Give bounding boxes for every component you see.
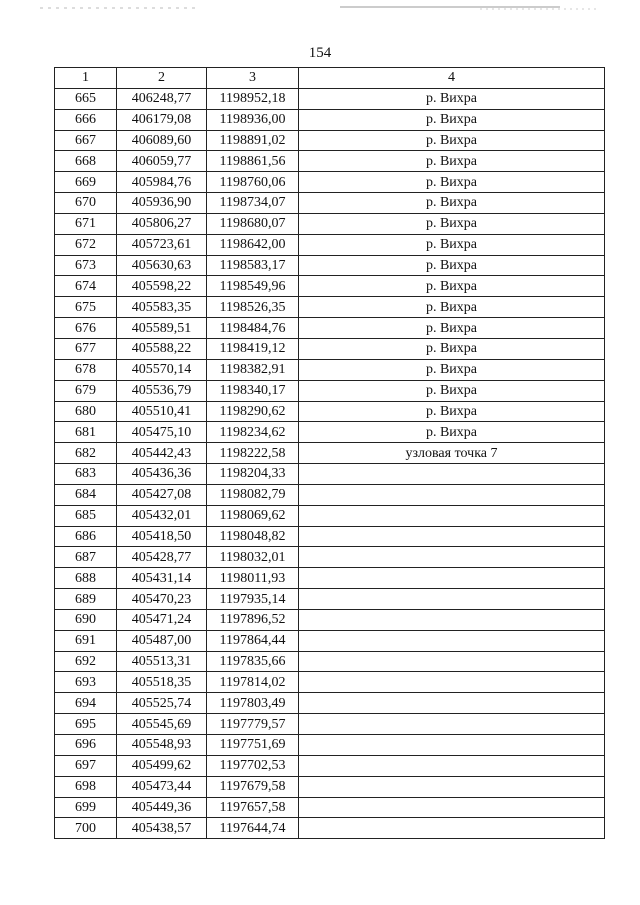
coordinate-y-cell: 1198204,33 [207, 464, 299, 485]
coordinate-y-cell: 1198011,93 [207, 568, 299, 589]
coordinate-x-cell: 405470,23 [117, 589, 207, 610]
point-number-cell: 686 [55, 526, 117, 547]
coordinate-x-cell: 405598,22 [117, 276, 207, 297]
point-number-cell: 687 [55, 547, 117, 568]
coordinate-x-cell: 406179,08 [117, 109, 207, 130]
coordinate-x-cell: 405806,27 [117, 213, 207, 234]
table-row [55, 797, 605, 818]
coordinates-table [54, 67, 605, 839]
coordinate-x-cell: 405545,69 [117, 714, 207, 735]
coordinate-x-cell: 405936,90 [117, 193, 207, 214]
header-col-4: 4 [299, 68, 605, 89]
point-number-cell: 683 [55, 464, 117, 485]
coordinate-y-cell: 1197751,69 [207, 735, 299, 756]
table-row [55, 818, 605, 839]
coordinate-y-cell: 1198526,35 [207, 297, 299, 318]
description-cell [299, 735, 605, 756]
table-row [55, 276, 605, 297]
description-cell: р. Вихра [299, 338, 605, 359]
coordinate-x-cell: 405630,63 [117, 255, 207, 276]
coordinate-y-cell: 1198419,12 [207, 338, 299, 359]
coordinate-y-cell: 1198680,07 [207, 213, 299, 234]
table-row [55, 755, 605, 776]
coordinate-x-cell: 405588,22 [117, 338, 207, 359]
coordinate-y-cell: 1198642,00 [207, 234, 299, 255]
description-cell [299, 464, 605, 485]
table-row [55, 443, 605, 464]
point-number-cell: 695 [55, 714, 117, 735]
table-header [55, 68, 605, 89]
description-cell [299, 505, 605, 526]
table-row [55, 714, 605, 735]
point-number-cell: 677 [55, 338, 117, 359]
description-cell [299, 776, 605, 797]
coordinate-y-cell: 1198340,17 [207, 380, 299, 401]
table-row [55, 609, 605, 630]
coordinate-x-cell: 405536,79 [117, 380, 207, 401]
description-cell [299, 547, 605, 568]
table-body [55, 88, 605, 838]
point-number-cell: 685 [55, 505, 117, 526]
table-row [55, 401, 605, 422]
header-col-3: 3 [207, 68, 299, 89]
coordinate-x-cell: 405518,35 [117, 672, 207, 693]
coordinate-x-cell: 406089,60 [117, 130, 207, 151]
point-number-cell: 675 [55, 297, 117, 318]
table-row [55, 255, 605, 276]
coordinate-y-cell: 1198382,91 [207, 359, 299, 380]
description-cell [299, 484, 605, 505]
table-row [55, 735, 605, 756]
coordinate-y-cell: 1198549,96 [207, 276, 299, 297]
coordinate-x-cell: 405427,08 [117, 484, 207, 505]
coordinate-x-cell: 405723,61 [117, 234, 207, 255]
coordinate-x-cell: 405431,14 [117, 568, 207, 589]
point-number-cell: 689 [55, 589, 117, 610]
coordinate-y-cell: 1197835,66 [207, 651, 299, 672]
point-number-cell: 694 [55, 693, 117, 714]
description-cell [299, 609, 605, 630]
table-row [55, 318, 605, 339]
point-number-cell: 700 [55, 818, 117, 839]
description-cell: р. Вихра [299, 213, 605, 234]
coordinate-y-cell: 1198484,76 [207, 318, 299, 339]
description-cell: р. Вихра [299, 422, 605, 443]
description-cell [299, 630, 605, 651]
table-row [55, 422, 605, 443]
coordinate-x-cell: 405438,57 [117, 818, 207, 839]
coordinate-y-cell: 1197779,57 [207, 714, 299, 735]
table-row [55, 526, 605, 547]
point-number-cell: 673 [55, 255, 117, 276]
coordinate-x-cell: 405471,24 [117, 609, 207, 630]
coordinate-y-cell: 1198069,62 [207, 505, 299, 526]
point-number-cell: 671 [55, 213, 117, 234]
description-cell: р. Вихра [299, 318, 605, 339]
description-cell: р. Вихра [299, 88, 605, 109]
description-cell [299, 672, 605, 693]
coordinate-x-cell: 406248,77 [117, 88, 207, 109]
point-number-cell: 684 [55, 484, 117, 505]
coordinate-y-cell: 1197803,49 [207, 693, 299, 714]
coordinate-x-cell: 405436,36 [117, 464, 207, 485]
table-row [55, 130, 605, 151]
description-cell [299, 755, 605, 776]
coordinate-y-cell: 1197896,52 [207, 609, 299, 630]
coordinate-x-cell: 405428,77 [117, 547, 207, 568]
coordinate-y-cell: 1198936,00 [207, 109, 299, 130]
description-cell [299, 714, 605, 735]
coordinate-x-cell: 405589,51 [117, 318, 207, 339]
coordinate-x-cell: 405442,43 [117, 443, 207, 464]
point-number-cell: 668 [55, 151, 117, 172]
coordinate-y-cell: 1198583,17 [207, 255, 299, 276]
point-number-cell: 666 [55, 109, 117, 130]
header-row [55, 68, 605, 89]
description-cell: р. Вихра [299, 193, 605, 214]
coordinate-y-cell: 1198222,58 [207, 443, 299, 464]
description-cell: р. Вихра [299, 255, 605, 276]
coordinate-x-cell: 405583,35 [117, 297, 207, 318]
table-row [55, 693, 605, 714]
table-row [55, 672, 605, 693]
point-number-cell: 692 [55, 651, 117, 672]
point-number-cell: 676 [55, 318, 117, 339]
page-number: 154 [308, 45, 332, 61]
table-row [55, 464, 605, 485]
coordinate-y-cell: 1198048,82 [207, 526, 299, 547]
table-row [55, 505, 605, 526]
coordinate-y-cell: 1198861,56 [207, 151, 299, 172]
description-cell [299, 526, 605, 547]
point-number-cell: 680 [55, 401, 117, 422]
coordinate-y-cell: 1198082,79 [207, 484, 299, 505]
coordinate-x-cell: 405548,93 [117, 735, 207, 756]
coordinate-y-cell: 1197864,44 [207, 630, 299, 651]
description-cell [299, 693, 605, 714]
point-number-cell: 674 [55, 276, 117, 297]
description-cell: р. Вихра [299, 380, 605, 401]
coordinate-y-cell: 1197657,58 [207, 797, 299, 818]
description-cell: р. Вихра [299, 234, 605, 255]
point-number-cell: 670 [55, 193, 117, 214]
coordinate-y-cell: 1197935,14 [207, 589, 299, 610]
table-row [55, 547, 605, 568]
point-number-cell: 681 [55, 422, 117, 443]
description-cell: р. Вихра [299, 276, 605, 297]
table-row [55, 297, 605, 318]
coordinate-x-cell: 405510,41 [117, 401, 207, 422]
point-number-cell: 690 [55, 609, 117, 630]
table-row [55, 484, 605, 505]
table-row [55, 651, 605, 672]
table-row [55, 213, 605, 234]
table-row [55, 630, 605, 651]
coordinate-x-cell: 405487,00 [117, 630, 207, 651]
coordinate-y-cell: 1197814,02 [207, 672, 299, 693]
description-cell [299, 651, 605, 672]
point-number-cell: 698 [55, 776, 117, 797]
point-number-cell: 693 [55, 672, 117, 693]
coordinate-y-cell: 1197644,74 [207, 818, 299, 839]
description-cell: р. Вихра [299, 130, 605, 151]
table-row [55, 172, 605, 193]
coordinate-y-cell: 1198234,62 [207, 422, 299, 443]
coordinate-x-cell: 405449,36 [117, 797, 207, 818]
description-cell: р. Вихра [299, 297, 605, 318]
table-row [55, 88, 605, 109]
header-col-1: 1 [55, 68, 117, 89]
point-number-cell: 682 [55, 443, 117, 464]
description-cell: р. Вихра [299, 401, 605, 422]
coordinate-y-cell: 1197679,58 [207, 776, 299, 797]
description-cell [299, 818, 605, 839]
coordinate-x-cell: 405570,14 [117, 359, 207, 380]
coordinate-x-cell: 405475,10 [117, 422, 207, 443]
coordinate-x-cell: 405473,44 [117, 776, 207, 797]
table-row [55, 776, 605, 797]
table-row [55, 193, 605, 214]
description-cell: р. Вихра [299, 359, 605, 380]
table-row [55, 234, 605, 255]
coordinate-y-cell: 1198290,62 [207, 401, 299, 422]
coordinate-x-cell: 405984,76 [117, 172, 207, 193]
description-cell [299, 589, 605, 610]
table-row [55, 380, 605, 401]
coordinate-y-cell: 1198760,06 [207, 172, 299, 193]
coordinate-x-cell: 405513,31 [117, 651, 207, 672]
point-number-cell: 665 [55, 88, 117, 109]
point-number-cell: 696 [55, 735, 117, 756]
point-number-cell: 672 [55, 234, 117, 255]
table-row [55, 109, 605, 130]
coordinate-x-cell: 405525,74 [117, 693, 207, 714]
coordinate-y-cell: 1198952,18 [207, 88, 299, 109]
coordinate-x-cell: 406059,77 [117, 151, 207, 172]
coordinate-y-cell: 1197702,53 [207, 755, 299, 776]
point-number-cell: 697 [55, 755, 117, 776]
coordinate-x-cell: 405432,01 [117, 505, 207, 526]
point-number-cell: 667 [55, 130, 117, 151]
coordinate-y-cell: 1198032,01 [207, 547, 299, 568]
description-cell [299, 568, 605, 589]
description-cell [299, 797, 605, 818]
table-row [55, 568, 605, 589]
coordinate-y-cell: 1198891,02 [207, 130, 299, 151]
coordinate-y-cell: 1198734,07 [207, 193, 299, 214]
coordinate-x-cell: 405418,50 [117, 526, 207, 547]
point-number-cell: 699 [55, 797, 117, 818]
table-row [55, 338, 605, 359]
description-cell: р. Вихра [299, 109, 605, 130]
scan-artifact-marks [0, 6, 640, 10]
description-cell: р. Вихра [299, 172, 605, 193]
coordinate-x-cell: 405499,62 [117, 755, 207, 776]
point-number-cell: 678 [55, 359, 117, 380]
point-number-cell: 688 [55, 568, 117, 589]
point-number-cell: 679 [55, 380, 117, 401]
point-number-cell: 669 [55, 172, 117, 193]
table-row [55, 151, 605, 172]
description-cell: узловая точка 7 [299, 443, 605, 464]
table-row [55, 359, 605, 380]
header-col-2: 2 [117, 68, 207, 89]
table-row [55, 589, 605, 610]
description-cell: р. Вихра [299, 151, 605, 172]
point-number-cell: 691 [55, 630, 117, 651]
